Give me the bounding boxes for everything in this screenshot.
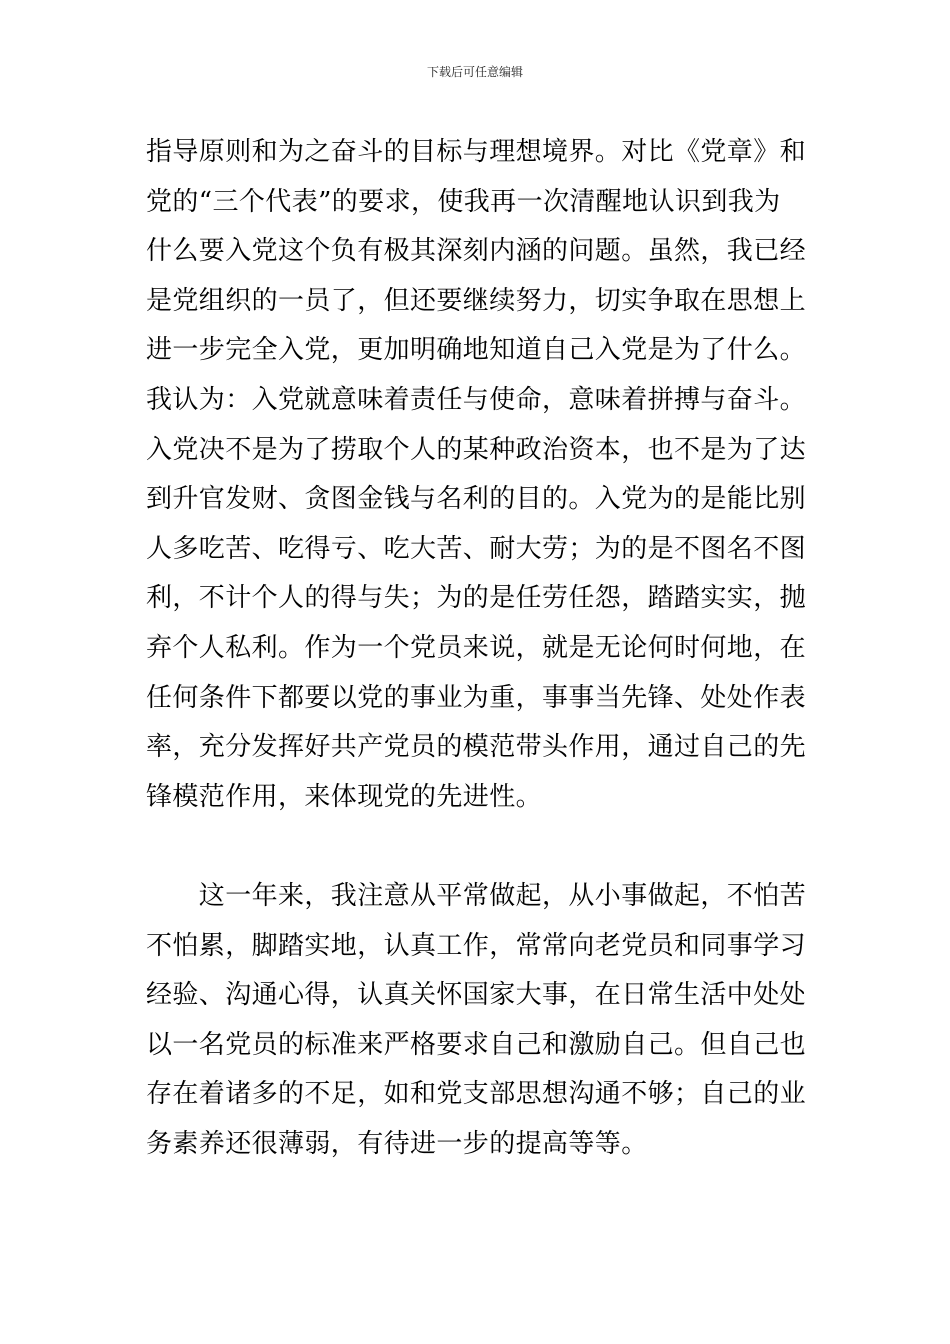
text-line: 入党决不是为了捞取个人的某种政治资本，也不是为了达 xyxy=(146,434,806,465)
text-line: 经验、沟通心得，认真关怀国家大事，在日常生活中处处 xyxy=(146,980,806,1011)
paragraph-gap xyxy=(146,822,806,872)
text-line: 存在着诸多的不足，如和党支部思想沟通不够；自己的业 xyxy=(146,1079,806,1110)
text-line: 指导原则和为之奋斗的目标与理想境界。对比《党章》和 xyxy=(146,137,806,167)
text-line: 以一名党员的标准来严格要求自己和激励自己。但自己也 xyxy=(146,1029,806,1060)
page-header-note: 下载后可任意编辑 xyxy=(426,65,523,79)
text-line: 党的“三个代表”的要求，使我再一次清醒地认识到我为 xyxy=(146,186,781,217)
text-line: 任何条件下都要以党的事业为重，事事当先锋、处处作表 xyxy=(146,682,806,713)
text-line: 我认为：入党就意味着责任与使命，意味着拼搏与奋斗。 xyxy=(146,384,806,415)
text-line: 什么要入党这个负有极其深刻内涵的问题。虽然，我已经 xyxy=(146,236,806,267)
text-line: 到升官发财、贪图金钱与名利的目的。入党为的是能比别 xyxy=(146,484,806,515)
text-line: 人多吃苦、吃得亏、吃大苦、耐大劳；为的是不图名不图 xyxy=(146,533,806,564)
text-line: 不怕累，脚踏实地，认真工作，常常向老党员和同事学习 xyxy=(146,930,806,961)
text-line: 率，充分发挥好共产党员的模范带头作用，通过自己的先 xyxy=(146,732,806,763)
text-line: 务素养还很薄弱，有待进一步的提高等等。 xyxy=(146,1128,648,1159)
text-line: 是党组织的一员了，但还要继续努力，切实争取在思想上 xyxy=(146,285,806,316)
text-line: 进一步完全入党，更加明确地知道自己入党是为了什么。 xyxy=(146,335,806,366)
document-body xyxy=(146,128,806,1169)
text-line: 利，不计个人的得与失；为的是任劳任怨，踏踏实实，抛 xyxy=(146,583,806,614)
text-line: 弃个人私利。作为一个党员来说，就是无论何时何地，在 xyxy=(146,632,806,663)
text-line: 锋模范作用，来体现党的先进性。 xyxy=(146,781,543,812)
text-line: 这一年来，我注意从平常做起，从小事做起，不怕苦 xyxy=(146,880,806,911)
